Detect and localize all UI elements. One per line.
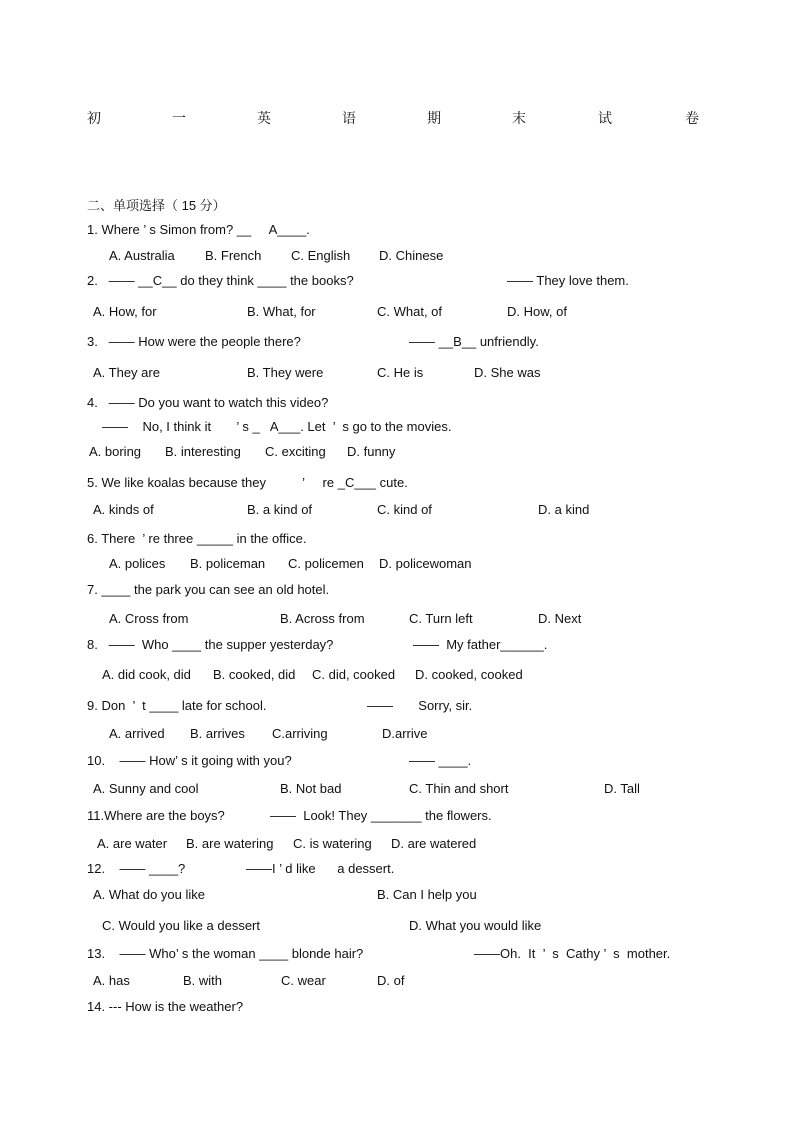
option: D. of bbox=[377, 973, 405, 988]
option: C. is watering bbox=[293, 836, 372, 851]
option: B. interesting bbox=[165, 444, 241, 459]
option: A. did cook, did bbox=[102, 667, 191, 682]
option: A. arrived bbox=[109, 726, 165, 741]
title-char: 英 bbox=[257, 110, 271, 126]
title-char: 期 bbox=[427, 110, 441, 126]
question-stem: 6. There ’ re three _____ in the office. bbox=[87, 531, 307, 546]
question-stem: 7. ____ the park you can see an old hotel. bbox=[87, 582, 330, 597]
option: D. Next bbox=[538, 611, 582, 626]
option: D. are watered bbox=[391, 836, 477, 851]
question-reply: —— __B__ unfriendly. bbox=[409, 334, 539, 349]
question-reply: —— Look! They _______ the flowers. bbox=[270, 808, 492, 823]
option: C. He is bbox=[377, 365, 424, 380]
option: B. Can I help you bbox=[377, 887, 477, 902]
question-stem: 4. —— Do you want to watch this video? bbox=[87, 395, 329, 410]
option: B. They were bbox=[247, 365, 324, 380]
option: C. kind of bbox=[377, 502, 432, 517]
option: D. funny bbox=[347, 444, 396, 459]
section-heading: 二、单项选择（ 15 分） bbox=[87, 198, 226, 213]
question-stem: 10. —— How’ s it going with you? bbox=[87, 753, 292, 768]
question-reply: —— My father______. bbox=[413, 637, 548, 652]
option: D. What you would like bbox=[409, 918, 542, 933]
question-line: —— No, I think it ’ s _ A___. Let ’ s go to the movies. bbox=[102, 419, 452, 434]
question-stem: 8. —— Who ____ the supper yesterday? bbox=[87, 637, 334, 652]
option: D. How, of bbox=[507, 304, 567, 319]
title-char: 语 bbox=[342, 110, 356, 126]
option: B. What, for bbox=[247, 304, 316, 319]
option: A. Sunny and cool bbox=[93, 781, 199, 796]
option: B. Across from bbox=[280, 611, 365, 626]
question-reply: —— Sorry, sir. bbox=[367, 698, 473, 713]
option: A. Cross from bbox=[109, 611, 189, 626]
option: B. policeman bbox=[190, 556, 266, 571]
option: B. arrives bbox=[190, 726, 245, 741]
option: D. a kind bbox=[538, 502, 590, 517]
option: B. are watering bbox=[186, 836, 274, 851]
option: D. Chinese bbox=[379, 248, 444, 263]
option: C. Thin and short bbox=[409, 781, 509, 796]
option: C. What, of bbox=[377, 304, 443, 319]
option: C. Would you like a dessert bbox=[102, 918, 260, 933]
question-stem: 1. Where ’ s Simon from? __ A____. bbox=[87, 222, 310, 237]
title-char: 一 bbox=[172, 110, 186, 126]
option: C. exciting bbox=[265, 444, 326, 459]
option: D. cooked, cooked bbox=[415, 667, 523, 682]
option: A. Australia bbox=[109, 248, 175, 263]
option: B. with bbox=[183, 973, 223, 988]
question-stem: 14. --- How is the weather? bbox=[87, 999, 244, 1014]
title-char: 试 bbox=[598, 110, 612, 126]
question-stem: 13. —— Who’ s the woman ____ blonde hair? bbox=[87, 946, 364, 961]
option: C. Turn left bbox=[409, 611, 473, 626]
question-stem: 5. We like koalas because they ’ re _C___ cute. bbox=[87, 475, 408, 490]
option: A. boring bbox=[89, 444, 142, 459]
question-stem: 9. Don ’ t ____ late for school. bbox=[87, 698, 267, 713]
option: B. cooked, did bbox=[213, 667, 296, 682]
question-reply: —— They love them. bbox=[507, 273, 629, 288]
option: A. What do you like bbox=[93, 887, 205, 902]
option: B. a kind of bbox=[247, 502, 313, 517]
option: A. has bbox=[93, 973, 130, 988]
option: C. wear bbox=[281, 973, 326, 988]
question-reply: ——Oh. It ’ s Cathy ’ s mother. bbox=[474, 946, 671, 961]
option: C. English bbox=[291, 248, 351, 263]
question-reply: —— ____. bbox=[409, 753, 472, 768]
question-reply: ——I ’ d like a dessert. bbox=[246, 861, 395, 876]
title-char: 卷 bbox=[685, 110, 699, 126]
option: A. How, for bbox=[93, 304, 157, 319]
option: D. policewoman bbox=[379, 556, 472, 571]
option: A. They are bbox=[93, 365, 160, 380]
option: A. polices bbox=[109, 556, 166, 571]
question-stem: 3. —— How were the people there? bbox=[87, 334, 301, 349]
option: A. kinds of bbox=[93, 502, 154, 517]
title-char: 末 bbox=[512, 110, 526, 126]
question-stem: 11.Where are the boys? bbox=[87, 808, 225, 823]
option: B. Not bad bbox=[280, 781, 342, 796]
question-stem: 12. —— ____? bbox=[87, 861, 186, 876]
option: A. are water bbox=[97, 836, 168, 851]
option: C. did, cooked bbox=[312, 667, 396, 682]
option: D. She was bbox=[474, 365, 541, 380]
question-stem: 2. —— __C__ do they think ____ the books? bbox=[87, 273, 354, 288]
title-char: 初 bbox=[87, 110, 101, 126]
option: C.arriving bbox=[272, 726, 328, 741]
option: B. French bbox=[205, 248, 262, 263]
option: D.arrive bbox=[382, 726, 428, 741]
option: C. policemen bbox=[288, 556, 364, 571]
option: D. Tall bbox=[604, 781, 640, 796]
